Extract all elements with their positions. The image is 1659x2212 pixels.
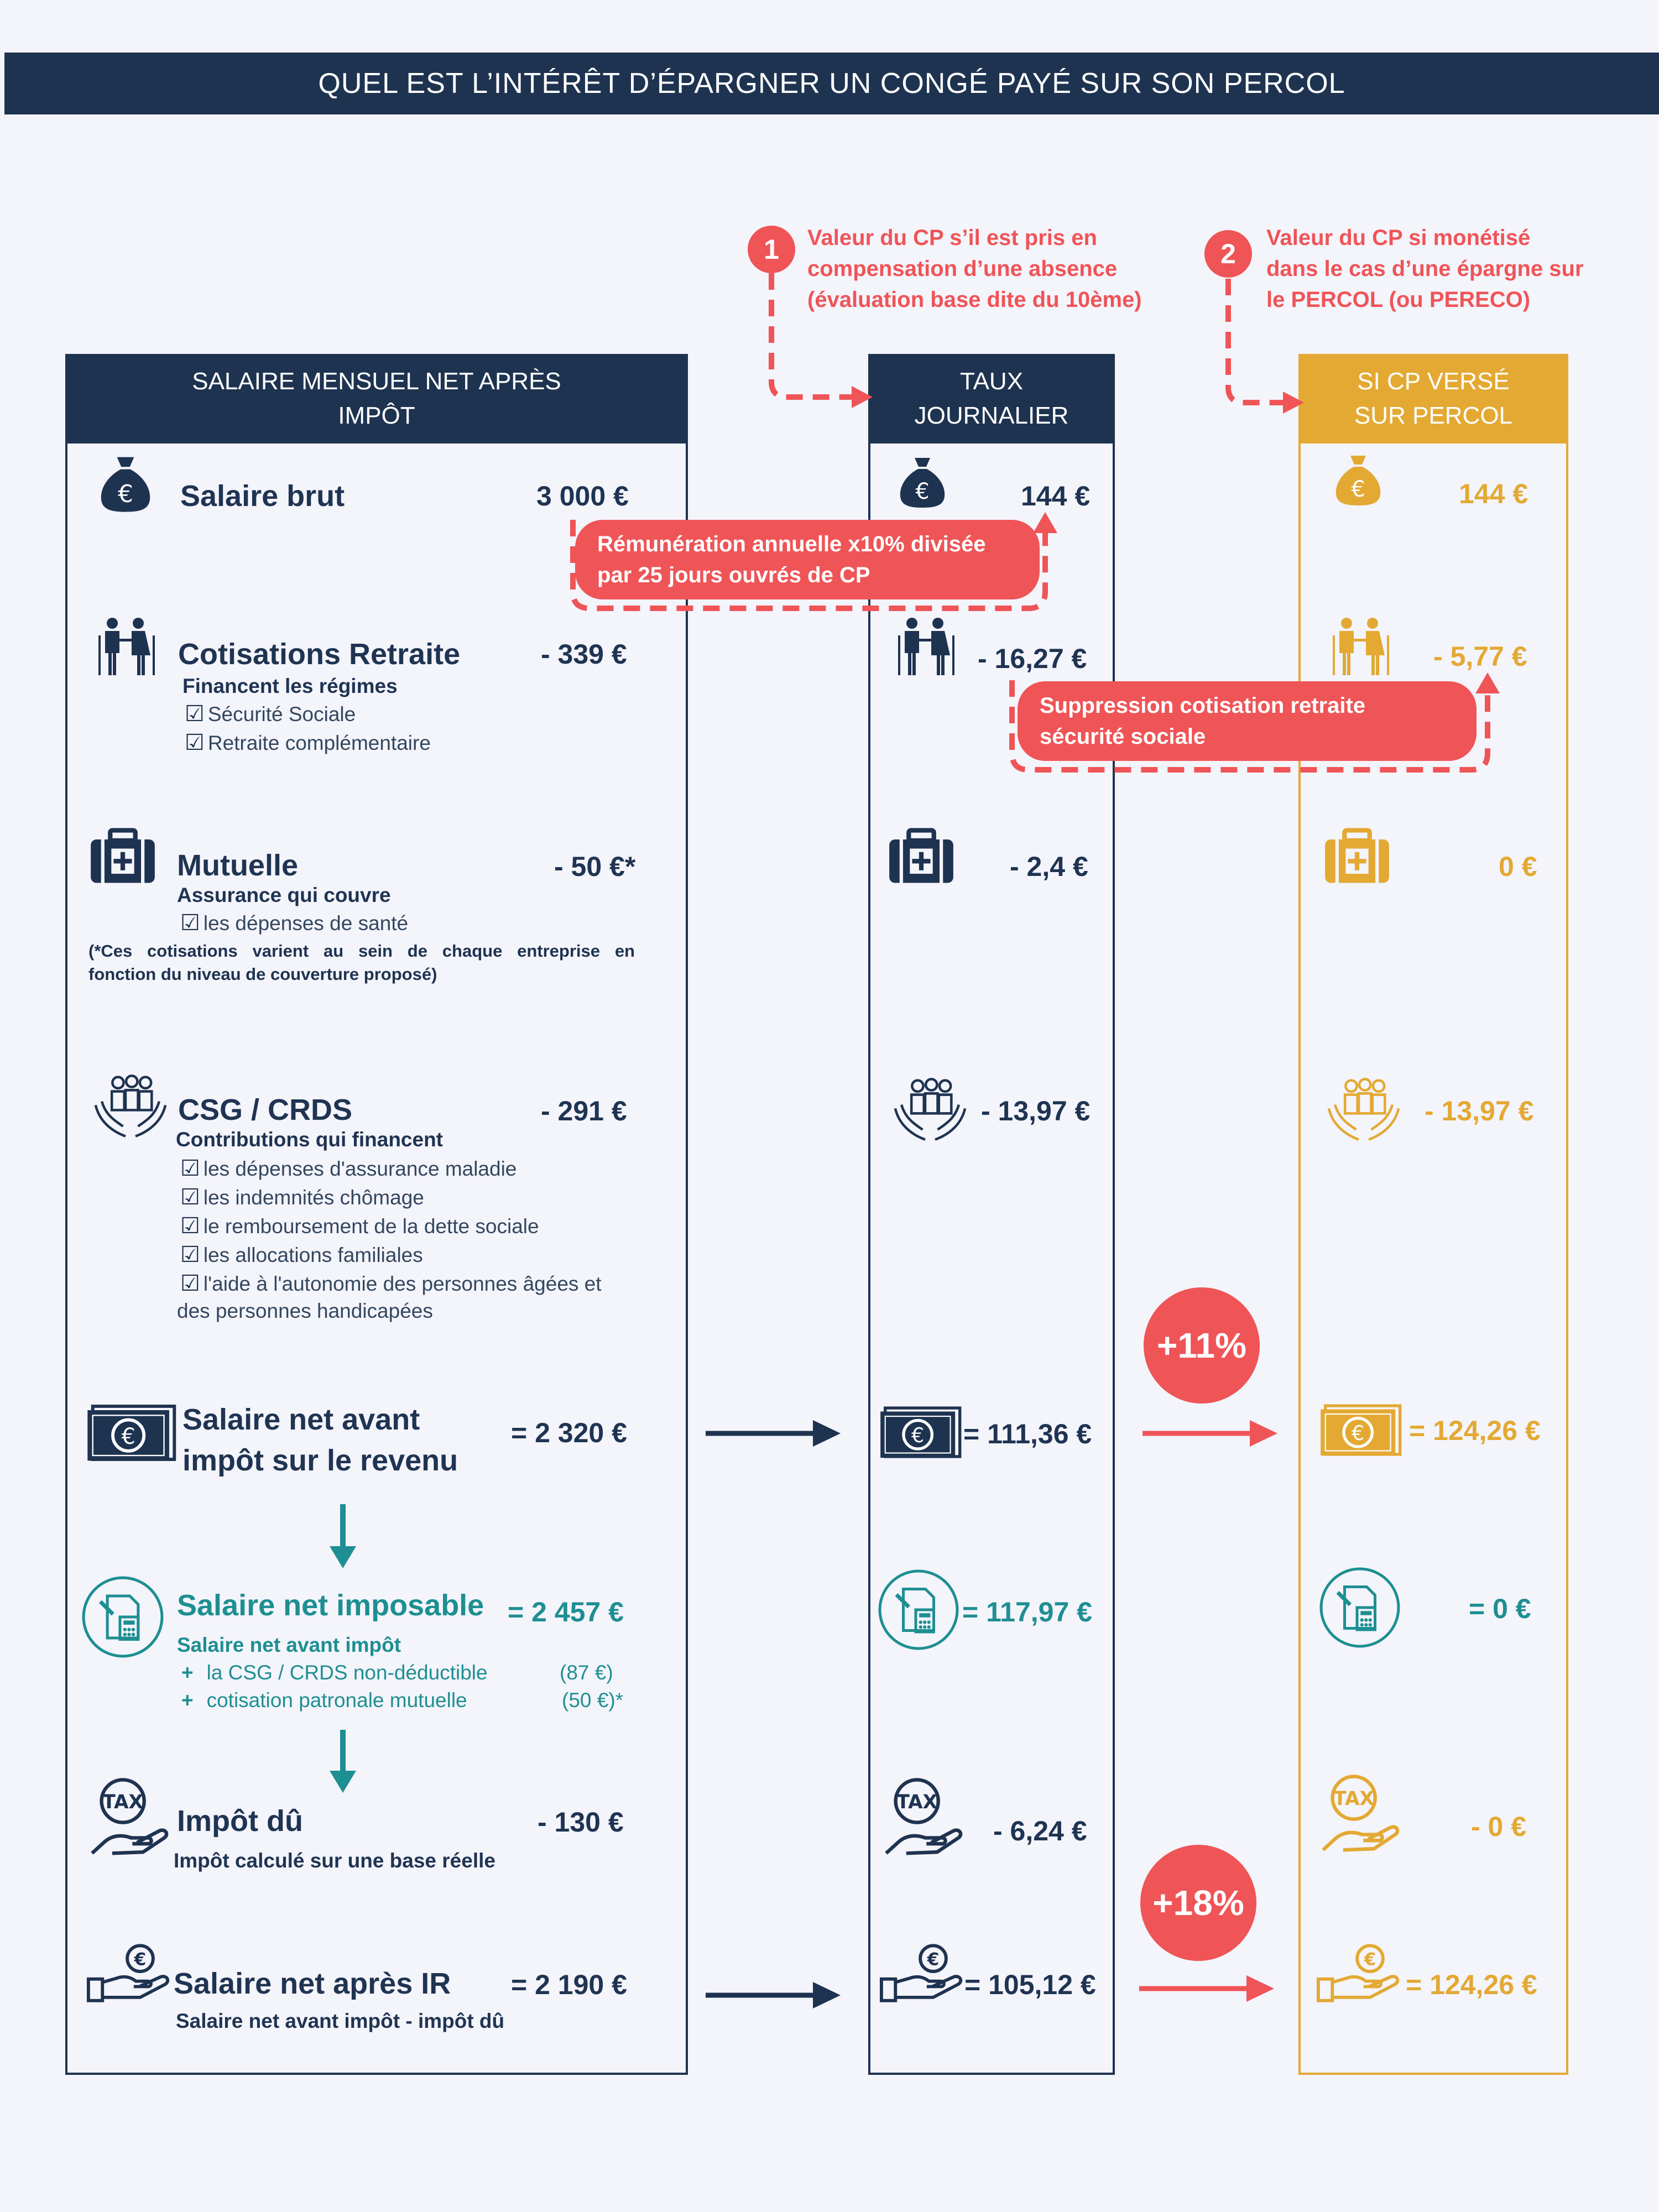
row-csg-item-3: ☑ le remboursement de la dette sociale	[180, 1213, 539, 1239]
plus-icon: +	[181, 1661, 194, 1684]
family-hands-icon	[93, 1074, 168, 1142]
callout-1-number-text: 1	[764, 234, 779, 265]
gain-bubble-18-text: +18%	[1152, 1883, 1244, 1923]
row-retraite-label: Cotisations Retraite	[178, 638, 461, 671]
row-retraite-sub: Financent les régimes	[182, 675, 398, 697]
callout-1-line-1: Valeur du CP s’il est pris en	[807, 226, 1097, 250]
row-csg-item-4: ☑ les allocations familiales	[180, 1242, 423, 1267]
row-mutuelle-note-line-2: fonction du niveau de couverture proposé)	[88, 964, 437, 984]
row-netapres-right-value: = 124,26 €	[1406, 1969, 1537, 2000]
row-impot-left-value: - 130 €	[538, 1807, 624, 1838]
callout-2-line-1: Valeur du CP si monétisé	[1266, 226, 1531, 250]
row-retraite-item-1: ☑ Sécurité Sociale	[185, 701, 356, 727]
medical-kit-icon	[1323, 826, 1391, 887]
banknote-euro-icon	[879, 1405, 962, 1460]
row-imposable-plus-2-text: cotisation patronale mutuelle	[206, 1689, 467, 1712]
row-csg-item-1: ☑ les dépenses d'assurance maladie	[180, 1156, 517, 1181]
elderly-couple-icon	[93, 613, 159, 681]
family-hands-icon	[893, 1077, 968, 1146]
medical-kit-icon	[887, 826, 956, 887]
callout-2-line-2: dans le cas d’une épargne sur	[1266, 257, 1584, 281]
row-csg-label: CSG / CRDS	[178, 1093, 353, 1126]
row-brut-label: Salaire brut	[180, 479, 345, 513]
row-csg-mid-value: - 13,97 €	[981, 1095, 1091, 1126]
pill-remuneration-line-1: Rémunération annuelle x10% divisée	[597, 532, 986, 556]
callout-1-line-3: (évaluation base dite du 10ème)	[807, 288, 1142, 312]
money-bag-euro-icon	[1331, 452, 1386, 508]
money-bag-euro-icon	[895, 455, 950, 510]
row-csg-right-value: - 13,97 €	[1425, 1095, 1534, 1126]
row-netapres-left-value: = 2 190 €	[511, 1969, 627, 2000]
pill-suppression-line-1: Suppression cotisation retraite	[1040, 693, 1366, 718]
row-netavant-label-line-1: Salaire net avant	[182, 1403, 420, 1436]
row-netavant-left-value: = 2 320 €	[511, 1417, 627, 1448]
row-csg-item-2: ☑ les indemnités chômage	[180, 1185, 424, 1210]
row-impot-right-value: - 0 €	[1471, 1811, 1527, 1842]
callout-2-line-3: le PERCOL (ou PERECO)	[1266, 288, 1531, 312]
right-header-line-1: SI CP VERSÉ	[1357, 368, 1510, 395]
row-imposable-right-value: = 0 €	[1469, 1593, 1531, 1624]
hand-euro-coin-icon	[86, 1942, 173, 2004]
row-mutuelle-note-line-1: (*Ces cotisations varient au sein de chaque entreprise en	[88, 941, 635, 961]
row-retraite-right-value: - 5,77 €	[1433, 641, 1527, 672]
row-mutuelle-mid-value: - 2,4 €	[1010, 851, 1088, 882]
row-brut-mid-value: 144 €	[1021, 481, 1091, 512]
tax-document-calculator-icon	[877, 1568, 960, 1651]
row-csg-item-5-continued: des personnes handicapées	[177, 1300, 433, 1322]
left-header-line-1: SALAIRE MENSUEL NET APRÈS	[192, 368, 561, 395]
row-mutuelle-label: Mutuelle	[177, 849, 299, 882]
hand-euro-coin-icon	[1316, 1942, 1402, 2004]
row-mutuelle-left-value: - 50 €*	[554, 851, 636, 882]
row-netapres-label: Salaire net après IR	[174, 1967, 451, 2000]
row-impot-mid-value: - 6,24 €	[993, 1815, 1087, 1846]
tax-document-calculator-icon	[1318, 1566, 1401, 1649]
row-imposable-sub: Salaire net avant impôt	[177, 1634, 401, 1656]
row-imposable-plus-1	[181, 1661, 488, 1684]
elderly-couple-icon	[1327, 613, 1394, 681]
row-impot-label: Impôt dû	[177, 1804, 303, 1838]
banknote-euro-icon	[1319, 1402, 1402, 1458]
row-imposable-plus-2-amount: (50 €)*	[562, 1689, 624, 1712]
row-netavant-label	[182, 1399, 458, 1481]
row-netapres-sub: Salaire net avant impôt - impôt dû	[176, 2010, 505, 2032]
left-header-line-2: IMPÔT	[338, 402, 415, 429]
middle-header-line-2: JOURNALIER	[914, 402, 1069, 429]
hand-euro-coin-icon	[879, 1942, 966, 2004]
row-retraite-left-value: - 339 €	[541, 639, 627, 670]
row-csg-left-value: - 291 €	[541, 1095, 627, 1126]
pill-suppression-line-2: sécurité sociale	[1040, 724, 1206, 749]
row-imposable-label: Salaire net imposable	[177, 1589, 484, 1622]
gain-bubble-11	[1144, 1287, 1260, 1404]
row-imposable-mid-value: = 117,97 €	[962, 1597, 1092, 1627]
right-header-line-2: SUR PERCOL	[1354, 402, 1513, 429]
elderly-couple-icon	[893, 613, 959, 681]
row-csg-item-5: ☑ l'aide à l'autonomie des personnes âgées et	[180, 1271, 602, 1296]
row-retraite-mid-value: - 16,27 €	[978, 643, 1087, 674]
family-hands-icon	[1326, 1077, 1401, 1146]
tax-hand-icon	[1319, 1773, 1402, 1856]
row-mutuelle-sub: Assurance qui couvre	[177, 884, 391, 906]
row-brut-left-value: 3 000 €	[536, 481, 629, 512]
middle-header-line-1: TAUX	[959, 368, 1024, 395]
pill-suppression	[1018, 681, 1477, 761]
medical-kit-icon	[88, 826, 157, 887]
callout-1-line-2: compensation d’une absence	[807, 257, 1118, 281]
money-bag-euro-icon	[95, 453, 156, 514]
banknote-euro-icon	[86, 1404, 177, 1462]
page-title: QUEL EST L’INTÉRÊT D’ÉPARGNER UN CONGÉ PAYÉ SUR SON PERCOL	[318, 67, 1345, 100]
row-mutuelle-right-value: 0 €	[1499, 851, 1537, 882]
gain-bubble-11-text: +11%	[1157, 1326, 1246, 1365]
row-imposable-plus-1-amount: (87 €)	[560, 1661, 613, 1684]
tax-document-calculator-icon	[81, 1575, 165, 1659]
plus-icon: +	[181, 1689, 194, 1712]
row-netavant-right-value: = 124,26 €	[1409, 1415, 1541, 1446]
row-netapres-mid-value: = 105,12 €	[964, 1969, 1096, 2000]
row-impot-sub: Impôt calculé sur une base réelle	[174, 1849, 495, 1872]
gain-bubble-18	[1140, 1845, 1256, 1961]
row-mutuelle-item-1: ☑ les dépenses de santé	[180, 910, 408, 936]
row-csg-sub: Contributions qui financent	[176, 1128, 444, 1151]
row-imposable-plus-2	[181, 1689, 467, 1712]
row-retraite-item-2: ☑ Retraite complémentaire	[185, 730, 431, 755]
row-brut-right-value: 144 €	[1459, 478, 1528, 509]
callout-2-number-text: 2	[1220, 238, 1236, 269]
row-imposable-left-value: = 2 457 €	[508, 1597, 624, 1627]
row-netavant-label-line-2: impôt sur le revenu	[182, 1444, 458, 1477]
tax-hand-icon	[883, 1776, 966, 1859]
row-imposable-plus-1-text: la CSG / CRDS non-déductible	[206, 1661, 488, 1684]
pill-remuneration	[575, 520, 1040, 599]
row-netavant-mid-value: = 111,36 €	[963, 1418, 1092, 1449]
tax-hand-icon	[88, 1776, 171, 1859]
pill-remuneration-line-2: par 25 jours ouvrés de CP	[597, 563, 870, 587]
